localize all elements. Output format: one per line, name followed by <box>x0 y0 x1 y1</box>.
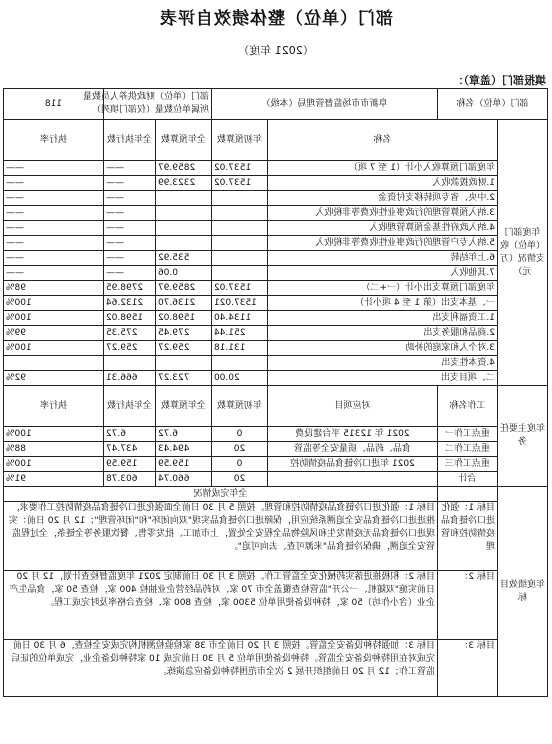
task-row-project: 2021 年 12315 平台建设费 <box>267 427 437 442</box>
task-row <box>3 457 547 472</box>
dept-label: 部门（单位）名称 <box>437 89 547 120</box>
count-label-text: 所属单位数量（仅部门填列） <box>91 105 209 115</box>
budget-row-rate: 100% <box>3 341 103 356</box>
budget-row-exec: —— <box>103 266 155 281</box>
budget-row-full: 0.06 <box>155 266 211 281</box>
task-row-exec: 6.72 <box>103 427 155 442</box>
goal-row <box>3 571 547 640</box>
task-row-full: 660.74 <box>155 472 211 487</box>
budget-row-full <box>155 356 211 371</box>
budget-row-full: 2136.70 <box>155 296 211 311</box>
task-row-exec: 603.78 <box>103 472 155 487</box>
budget-row-full: 535.92 <box>155 251 211 266</box>
task-row-annual: 20 <box>211 472 267 487</box>
budget-row-annual: 1537.02 <box>211 161 267 176</box>
budget-row <box>3 281 547 296</box>
goals-header-row <box>3 487 547 502</box>
budget-row-full <box>155 191 211 206</box>
budget-row-rate: —— <box>3 236 103 251</box>
tasks-header-row <box>3 386 547 427</box>
staff-label <box>82 89 211 120</box>
budget-row-annual <box>211 266 267 281</box>
goal-row <box>3 640 547 697</box>
budget-row-exec: 275.35 <box>103 326 155 341</box>
tasks-annual-header: 年初预算数 <box>211 386 267 427</box>
budget-row-name: 1.工资福利支出 <box>267 311 497 326</box>
task-row-rate: 100% <box>3 457 103 472</box>
task-row-name: 重点工作三 <box>437 457 497 472</box>
task-row-full: 159.59 <box>155 457 211 472</box>
budget-annual-header: 年初预算数 <box>211 120 267 161</box>
budget-row-full: 279.45 <box>155 326 211 341</box>
budget-row-name: 年度部门预算收入小计（1 至 7 项） <box>267 161 497 176</box>
staff-value-text: 118 <box>44 98 63 109</box>
budget-row-full: 259.27 <box>155 341 211 356</box>
budget-row-name: 4.资本性支出 <box>267 356 497 371</box>
budget-row <box>3 251 547 266</box>
goal-label: 目标 1：强化进口冷链食品疫情防控和管理 <box>437 502 497 571</box>
budget-row-exec: —— <box>103 251 155 266</box>
tasks-full-header: 全年预算数 <box>155 386 211 427</box>
task-row-full: 6.72 <box>155 427 211 442</box>
budget-row-annual: 1537.02 <box>211 176 267 191</box>
budget-row-rate <box>3 356 103 371</box>
budget-row <box>3 371 547 386</box>
budget-row-name: 7.其他收入 <box>267 266 497 281</box>
budget-row-exec: 666.31 <box>103 371 155 386</box>
task-row-annual: 0 <box>211 457 267 472</box>
budget-row-full <box>155 206 211 221</box>
budget-row-rate: 100% <box>3 311 103 326</box>
task-row-name: 重点工作二 <box>437 442 497 457</box>
budget-row-rate: —— <box>3 191 103 206</box>
tasks-name-header: 工作名称 <box>437 386 497 427</box>
budget-row-name: 3.对个人和家庭的补助 <box>267 341 497 356</box>
budget-row-exec: 2798.95 <box>103 281 155 296</box>
task-row <box>3 472 547 487</box>
budget-row-full <box>155 221 211 236</box>
task-row-full: 494.43 <box>155 442 211 457</box>
budget-row-exec: —— <box>103 206 155 221</box>
budget-row-annual: 1537.02 <box>211 281 267 296</box>
budget-row-annual <box>211 221 267 236</box>
task-row-rate: 88% <box>3 442 103 457</box>
budget-row-full: 723.27 <box>155 371 211 386</box>
budget-row <box>3 176 547 191</box>
budget-row-exec: 259.27 <box>103 341 155 356</box>
budget-row-annual: 1537.021 <box>211 296 267 311</box>
budget-row-exec: —— <box>103 161 155 176</box>
budget-row-full <box>155 236 211 251</box>
budget-row-rate: —— <box>3 221 103 236</box>
budget-row <box>3 266 547 281</box>
tasks-side-label: 年度主要任务 <box>498 386 548 487</box>
budget-row-rate: —— <box>3 206 103 221</box>
task-row-annual: 0 <box>211 427 267 442</box>
budget-exec-header: 全年执行数 <box>103 120 155 161</box>
budget-header-row <box>3 120 547 161</box>
budget-row-name: 4.纳入政府性基金预算管理收入 <box>267 221 497 236</box>
budget-row <box>3 161 547 176</box>
task-row-exec: 437.47 <box>103 442 155 457</box>
budget-row-name: 2.中央、省专项转移支付资金 <box>267 191 497 206</box>
goal-label: 目标 2： <box>437 571 497 640</box>
budget-row-exec: 2132.64 <box>103 296 155 311</box>
task-row-project: 食品、药品、质量安全等监管 <box>267 442 437 457</box>
unit-label: 填报部门（盖章）： <box>452 74 546 87</box>
budget-row-full: 2323.99 <box>155 176 211 191</box>
budget-name-header: 名称 <box>267 120 497 161</box>
page-title: 部门（单位）整体绩效自评表 <box>159 9 393 29</box>
dept-value: 阜新市市场监督管理局（本级） <box>211 89 437 120</box>
budget-row-name: 1.财政拨款收入 <box>267 176 497 191</box>
budget-row-exec: —— <box>103 191 155 206</box>
budget-row-rate: —— <box>3 176 103 191</box>
budget-row <box>3 206 547 221</box>
budget-row <box>3 236 547 251</box>
budget-row-annual <box>211 191 267 206</box>
task-row-exec: 159.59 <box>103 457 155 472</box>
budget-row-name: 6.上年结转 <box>267 251 497 266</box>
budget-row <box>3 341 547 356</box>
task-row-annual: 20 <box>211 442 267 457</box>
budget-row-rate: 100% <box>3 296 103 311</box>
tasks-project-header: 对应项目 <box>267 386 437 427</box>
budget-row-exec: —— <box>103 176 155 191</box>
budget-row-name: 年度部门预算支出小计（一+二） <box>267 281 497 296</box>
budget-row-rate: 99% <box>3 326 103 341</box>
budget-row-name: 一、基本支出（第 1 至 4 项小计） <box>267 296 497 311</box>
dept-row <box>3 89 547 120</box>
budget-row-rate: 92% <box>3 371 103 386</box>
budget-row <box>3 191 547 206</box>
budget-row-full: 1598.02 <box>155 311 211 326</box>
goal-label: 目标 3： <box>437 640 497 697</box>
goal-text: 目标 2：积极推进落实药械化安全监管工作。按照 3 月 30 日前制定 2021 年度监督检查计划，12 月 20 日前实施"双随机、一公开"监管检查覆盖全市 70 家、对药品经营企业抽检 400 家，检查 50 家，食品生产企业（含小作坊）50 家，特种设备使用单位 5300 家，检查 800 家、检查合格率及时完成工程。 <box>3 571 437 640</box>
budget-full-header: 全年预算数 <box>155 120 211 161</box>
goals-completion-header: 全年完成情况 <box>3 487 437 502</box>
goals-target-header <box>437 487 497 502</box>
task-row-project: 2021 年进口冷链食品疫情防控 <box>267 457 437 472</box>
budget-row-annual <box>211 206 267 221</box>
staff-label-text: 部门（单位）财政供养人员数量 <box>82 92 209 102</box>
page-subtitle: （2021 年度） <box>238 44 314 57</box>
task-row-name: 合计 <box>437 472 497 487</box>
task-row-project <box>267 472 437 487</box>
goals-side-label: 年度绩效目标 <box>498 487 548 697</box>
budget-row-rate: —— <box>3 266 103 281</box>
budget-row-exec: —— <box>103 221 155 236</box>
goal-text: 目标 3：加强特种设备安全监管。按照 3 月 20 日前全市 38 家检验检测机构完成安全检查，6 月 30 日前完成对在用特种设备安全监管。特种设备使用单位 5 月 30 日前完成 10 家特种设备企业，完成单位的证后监管工作；12 月 20 日前组织开展 2 次全市范围特种设备应急演练。 <box>3 640 437 697</box>
budget-row <box>3 221 547 236</box>
budget-row-rate: —— <box>3 161 103 176</box>
tasks-rate-header: 执行率 <box>3 386 103 427</box>
budget-row-annual: 1134.40 <box>211 311 267 326</box>
budget-row-full: 2859.97 <box>155 161 211 176</box>
goal-text: 目标 1：强化进口冷链食品疫情防控和管理。按照 5 月 30 日前全面强化进口冷链食品疫情防控工作要求，推进进口冷链食品安全追溯系统应用，保障进口冷链食品实现"双向闭环"和"闭环管理"；12 月 20 日前：实现进口冷链食品无疫情发生和风险物品全程安全处置，上市加工、批发零售、餐饮服务等全链条，全过程监管安全追溯，确保冷链食品"来源可查、去向可追"。 <box>3 502 437 571</box>
budget-row-annual <box>211 236 267 251</box>
budget-row <box>3 356 547 371</box>
budget-rate-header: 执行率 <box>3 120 103 161</box>
budget-row-name: 2.商品和服务支出 <box>267 326 497 341</box>
budget-row-exec: 1598.02 <box>103 311 155 326</box>
budget-row-annual: 20.00 <box>211 371 267 386</box>
budget-row-exec <box>103 356 155 371</box>
budget-row-name: 二、项目支出 <box>267 371 497 386</box>
goal-row <box>3 502 547 571</box>
evaluation-table <box>3 88 548 697</box>
budget-row-full: 2859.97 <box>155 281 211 296</box>
budget-row-rate: 98% <box>3 281 103 296</box>
budget-row-name: 5.纳入专户管理的行政事业性收费等非税收入 <box>267 236 497 251</box>
budget-row-exec: —— <box>103 236 155 251</box>
budget-row-rate: —— <box>3 251 103 266</box>
task-row <box>3 427 547 442</box>
budget-row-annual <box>211 251 267 266</box>
task-row-rate: 100% <box>3 427 103 442</box>
budget-row-annual <box>211 356 267 371</box>
budget-row-annual: 251.44 <box>211 326 267 341</box>
budget-row-name: 3.纳入预算管理的行政事业性收费等非税收入 <box>267 206 497 221</box>
task-row-rate: 91% <box>3 472 103 487</box>
task-row <box>3 442 547 457</box>
budget-row <box>3 311 547 326</box>
budget-side-label: 年度部门（单位）收支情况（万元） <box>498 120 548 386</box>
tasks-exec-header: 全年执行数 <box>103 386 155 427</box>
budget-row-annual: 131.18 <box>211 341 267 356</box>
budget-row <box>3 296 547 311</box>
budget-row <box>3 326 547 341</box>
task-row-name: 重点工作一 <box>437 427 497 442</box>
